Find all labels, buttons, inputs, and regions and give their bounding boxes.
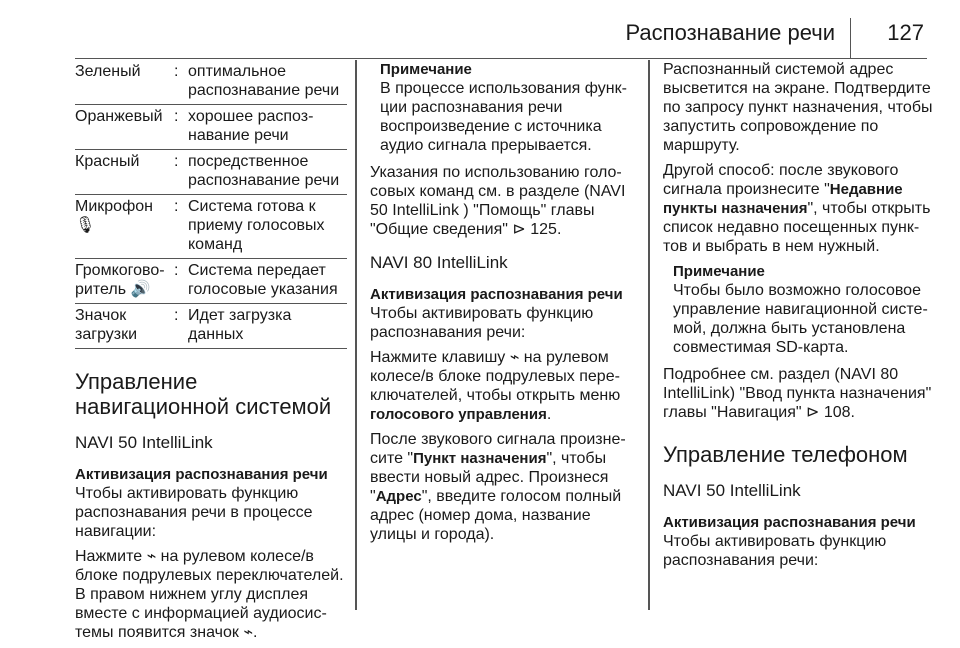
section-heading: Управление телефоном (663, 442, 908, 467)
paragraph: Чтобы активировать функцию распознавания речи в процессе навигации: (75, 485, 313, 540)
topic-heading: Активизация распознавания речи (663, 514, 916, 531)
note-box (380, 60, 638, 155)
subsection-heading: NAVI 50 IntelliLink (663, 481, 801, 500)
bold-term: Пункт назначения (413, 450, 547, 467)
row-label: Громкоговоритель 🔊 (75, 262, 165, 298)
row-value: оптимальное распознавание речи (188, 63, 340, 99)
paragraph: Чтобы активировать функцию распознавания речи: (370, 305, 594, 341)
column-divider (355, 60, 357, 610)
paragraph: Подробнее см. раздел (NAVI 80 IntelliLink) "Ввод пункта назначения" главы "Навигация" ⊳ 108. (663, 366, 932, 421)
row-value: Система передает голосовые указания (188, 262, 338, 298)
row-label: Микрофон 🎙 (75, 198, 153, 234)
paragraph (663, 161, 933, 256)
page-title: Распознавание речи (625, 20, 835, 45)
paragraph: Указания по использованию голосовых команд см. в разделе (NAVI 50 IntelliLink ) "Помощь" главы "Общие сведения" ⊳ 125. (370, 164, 626, 238)
row-label: Красный (75, 153, 140, 170)
paragraph (370, 430, 638, 544)
column-1 (75, 60, 347, 648)
note-box (673, 262, 933, 357)
text: ", чтобы открыть список недавно посещенных пунктов и выбрать в нем нужный. (663, 200, 931, 255)
column-divider (648, 60, 650, 610)
text: ", введите голосом полный адрес (номер дома, название улицы и города). (370, 488, 622, 543)
note-text: В процессе использования функции распознавания речи воспроизведение с источника аудио сигнала прерывается. (380, 80, 627, 154)
paragraph: Распознанный системой адрес высветится на экране. Подтвердите по запросу пункт назначения, чтобы запустить сопровождение по маршруту. (663, 61, 933, 154)
table-row: Зеленый : оптимальное распознавание речи (75, 60, 347, 105)
page-header (75, 0, 927, 59)
page-number: 127 (887, 20, 924, 45)
text: Нажмите клавишу ⌁ на рулевом колесе/в блоке подрулевых переключателей, чтобы открыть меню (370, 349, 621, 404)
section-heading: Управление навигационной системой (75, 369, 332, 419)
row-value: Система готова к приему голосовых команд (188, 198, 325, 253)
text: После звукового сигнала произнесите " (370, 431, 626, 467)
row-value: хорошее распознавание речи (188, 108, 314, 144)
row-label: Оранжевый (75, 108, 163, 125)
subsection-heading: NAVI 50 IntelliLink (75, 433, 213, 452)
header-separator (850, 18, 852, 58)
text: Другой способ: после звукового сигнала произнесите " (663, 162, 899, 198)
paragraph: Нажмите ⌁ на рулевом колесе/в блоке подрулевых переключателей. В правом нижнем углу дисплея вместе с информацией аудиосистемы появится значок ⌁. (75, 548, 344, 641)
note-title: Примечание (380, 61, 472, 78)
topic-heading: Активизация распознавания речи (370, 286, 623, 303)
bold-term: голосового управления (370, 406, 547, 423)
topic-heading: Активизация распознавания речи (75, 466, 328, 483)
note-title: Примечание (673, 263, 765, 280)
table-row: Значок загрузки : Идет загрузка данных (75, 304, 347, 349)
table-row: Громкоговоритель 🔊 : Система передает голосовые указания (75, 259, 347, 304)
text: ", чтобы ввести новый адрес. Произнеся " (370, 450, 609, 505)
table-row: Микрофон 🎙 : Система готова к приему голосовых команд (75, 195, 347, 259)
row-label: Зеленый (75, 63, 141, 80)
bold-term: Недавние пункты назначения (663, 181, 903, 217)
paragraph: Чтобы активировать функцию распознавания речи: (663, 533, 887, 569)
paragraph: Нажмите клавишу ⌁ на рулевом колесе/в блоке подрулевых переключателей, чтобы открыть меню голосового управления. (370, 349, 621, 423)
row-value: Идет загрузка данных (188, 307, 292, 343)
table-row: Оранжевый : хорошее распознавание речи (75, 105, 347, 150)
row-label: Значок загрузки (75, 307, 138, 343)
column-3 (663, 60, 933, 576)
column-2 (370, 60, 638, 550)
note-text: Чтобы было возможно голосовое управление навигационной системой, должна быть установлена совместимая SD-карта. (673, 282, 928, 356)
row-value: посредственное распознавание речи (188, 153, 340, 189)
bold-term: Адрес (375, 488, 422, 505)
table-row: Красный : посредственное распознавание речи (75, 150, 347, 195)
subsection-heading: NAVI 80 IntelliLink (370, 253, 508, 272)
